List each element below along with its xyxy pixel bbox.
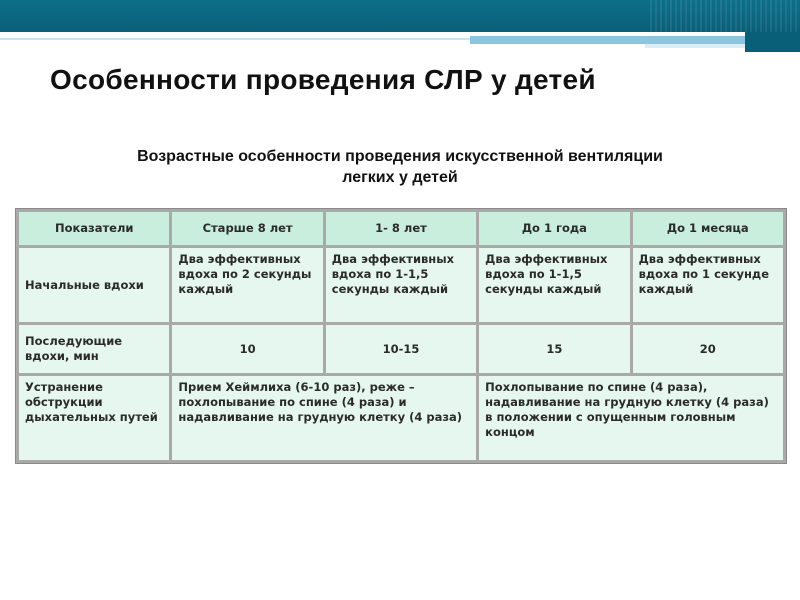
table-row	[19, 376, 783, 460]
table-header-row	[19, 212, 783, 245]
cpr-table-frame	[15, 208, 787, 464]
table-cell: Два эффективных вдоха по 1-1,5 секунды каждый	[326, 248, 476, 322]
table-cell: 10-15	[326, 325, 476, 373]
table-cell: 20	[633, 325, 783, 373]
table-cell: Два эффективных вдоха по 2 секунды каждый	[172, 248, 322, 322]
banner-accent	[0, 38, 470, 40]
top-banner	[0, 0, 800, 32]
banner-accent	[470, 36, 745, 44]
banner-stripes	[650, 0, 800, 32]
table-row	[19, 248, 783, 322]
table-caption-line: Возрастные особенности проведения искусственной вентиляции	[137, 148, 663, 165]
table-row	[19, 325, 783, 373]
banner-accent	[645, 44, 745, 48]
slide-title: Особенности проведения СЛР у детей	[50, 64, 596, 95]
banner-accent	[745, 32, 800, 52]
table-cell-merged: Прием Хеймлиха (6-10 раз), реже – похлопывание по спине (4 раза) и надавливание на грудную клетку (4 раза)	[172, 376, 476, 460]
table-cell: 10	[172, 325, 322, 373]
header-cell: Старше 8 лет	[172, 212, 322, 245]
table-caption	[40, 146, 760, 188]
header-cell: До 1 года	[479, 212, 629, 245]
table-caption-line: легких у детей	[342, 169, 458, 186]
row-label: Последующие вдохи, мин	[19, 325, 169, 373]
table-cell: Два эффективных вдоха по 1-1,5 секунды каждый	[479, 248, 629, 322]
row-label: Начальные вдохи	[19, 248, 169, 322]
header-cell: 1- 8 лет	[326, 212, 476, 245]
header-cell: До 1 месяца	[633, 212, 783, 245]
header-cell: Показатели	[19, 212, 169, 245]
row-label: Устранение обструкции дыхательных путей	[19, 376, 169, 460]
cpr-ventilation-table	[16, 209, 786, 463]
table-cell-merged: Похлопывание по спине (4 раза), надавливание на грудную клетку (4 раза) в положении с опущенным головным концом	[479, 376, 783, 460]
table-cell: Два эффективных вдоха по 1 секунде каждый	[633, 248, 783, 322]
table-cell: 15	[479, 325, 629, 373]
